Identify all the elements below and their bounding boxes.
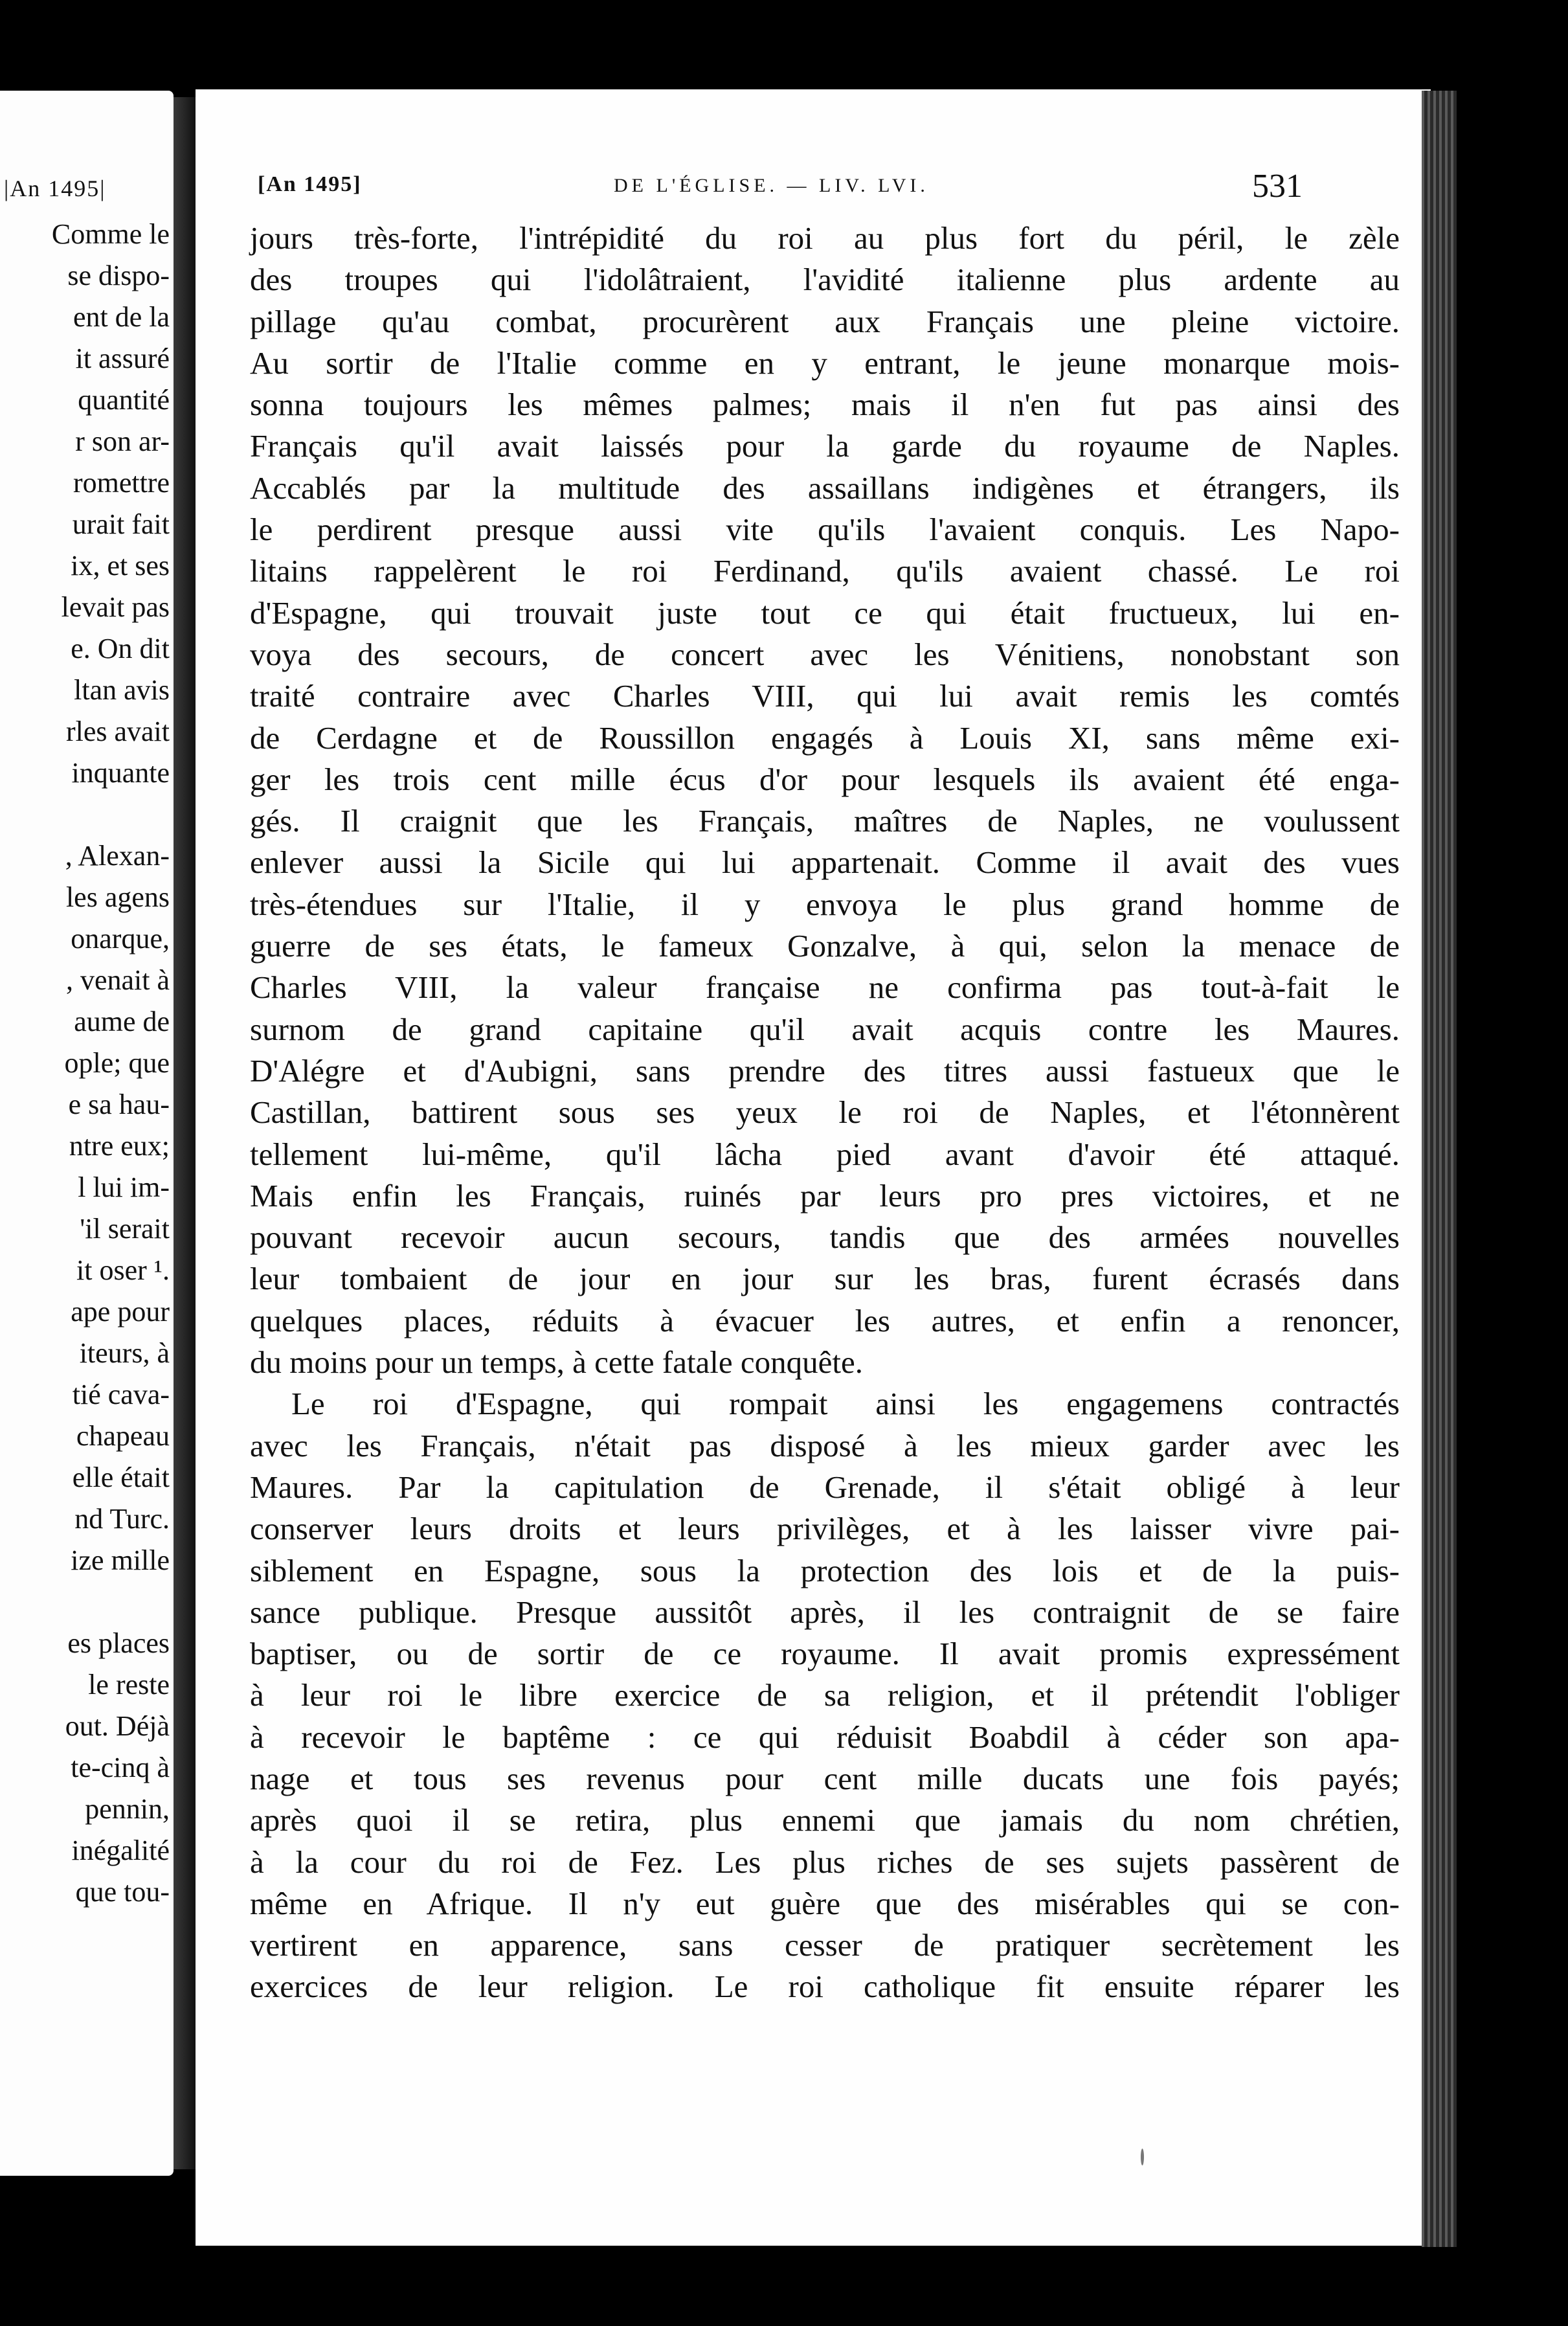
previous-page-line: nd Turc. — [74, 1503, 170, 1535]
running-head — [258, 167, 1423, 206]
text-line: traité contraire avec Charles VIII, qui lui avait remis les comtés — [250, 678, 1400, 714]
text-line: quelques places, réduits à évacuer les autres, et enfin a renoncer, — [250, 1302, 1400, 1338]
body-text — [250, 218, 1400, 2008]
previous-page-line — [0, 1581, 170, 1623]
text-line: Mais enfin les Français, ruinés par leurs pro pres victoires, et ne — [250, 1177, 1400, 1214]
previous-page-line: quantité — [78, 384, 170, 416]
text-line: conserver leurs droits et leurs privilèges, et à les laisser vivre pai- — [250, 1511, 1400, 1547]
previous-page-line: 'il serait — [80, 1213, 170, 1245]
previous-page-line: Comme le — [51, 218, 170, 250]
text-line: baptiser, ou de sortir de ce royaume. Il avait promis expressément — [250, 1636, 1400, 1672]
text-line: de Cerdagne et de Roussillon engagés à Louis XI, sans même exi- — [250, 719, 1400, 756]
text-line: vertirent en apparence, sans cesser de pratiquer secrètement les — [250, 1927, 1400, 1963]
page — [196, 89, 1431, 2246]
previous-page-line: ize mille — [71, 1544, 170, 1576]
previous-page-line: pennin, — [85, 1793, 170, 1825]
text-line: à recevoir le baptême : ce qui réduisit Boabdil à céder son apa- — [250, 1719, 1400, 1755]
text-line: Français qu'il avait laissés pour la garde du royaume de Naples. — [250, 428, 1400, 464]
text-line: pouvant recevoir aucun secours, tandis que des armées nouvelles — [250, 1219, 1400, 1256]
text-line: surnom de grand capitaine qu'il avait acquis contre les Maures. — [250, 1011, 1400, 1047]
previous-page-line: le reste — [88, 1669, 170, 1700]
previous-page-line: elle était — [72, 1462, 170, 1493]
previous-page-line: ople; que — [64, 1047, 170, 1079]
text-line: litains rappelèrent le roi Ferdinand, qu'ils avaient chassé. Le roi — [250, 553, 1400, 589]
text-line: très-étendues sur l'Italie, il y envoya le plus grand homme de — [250, 886, 1400, 922]
text-line: Maures. Par la capitulation de Grenade, il s'était obligé à leur — [250, 1469, 1400, 1505]
text-line: Charles VIII, la valeur française ne confirma pas tout-à-fait le — [250, 969, 1400, 1006]
text-line: exercices de leur religion. Le roi catholique fit ensuite réparer les — [250, 1969, 1400, 2005]
previous-page-line: les agens — [65, 881, 170, 913]
previous-page-line: r son ar- — [75, 425, 170, 457]
text-line: Castillan, battirent sous ses yeux le roi de Naples, et l'étonnèrent — [250, 1094, 1400, 1131]
previous-page-line: out. Déjà — [65, 1710, 170, 1742]
text-line: pillage qu'au combat, procurèrent aux Français une pleine victoire. — [250, 303, 1400, 339]
previous-page-line: inquante — [71, 757, 170, 789]
previous-page-line: aume de — [74, 1006, 170, 1037]
text-line: avec les Français, n'était pas disposé à les mieux garder avec les — [250, 1427, 1400, 1463]
previous-page-line: onarque, — [71, 923, 170, 954]
text-line: jours très-forte, l'intrépidité du roi au plus fort du péril, le zèle — [250, 220, 1400, 256]
page-edges — [1422, 91, 1457, 2247]
previous-page-line: tié cava- — [72, 1379, 170, 1410]
text-line: gés. Il craignit que les Français, maîtres de Naples, ne voulussent — [250, 803, 1400, 839]
previous-page-line — [0, 794, 170, 835]
text-line: le perdirent presque aussi vite qu'ils l'avaient conquis. Les Napo- — [250, 512, 1400, 548]
previous-page-line: it assuré — [75, 343, 170, 374]
running-head-title: DE L'ÉGLISE. — LIV. LVI. — [614, 175, 929, 196]
previous-page-line: que tou- — [75, 1876, 170, 1908]
text-line: enlever aussi la Sicile qui lui appartenait. Comme il avait des vues — [250, 844, 1400, 881]
text-line: à leur roi le libre exercice de sa religion, et il prétendit l'obliger — [250, 1677, 1400, 1713]
previous-page-line: rles avait — [65, 716, 170, 747]
text-line: après quoi il se retira, plus ennemi que jamais du nom chrétien, — [250, 1802, 1400, 1838]
previous-page-line: e. On dit — [71, 633, 170, 664]
previous-page-line: chapeau — [76, 1420, 170, 1452]
text-line: tellement lui-même, qu'il lâcha pied avant d'avoir été attaqué. — [250, 1136, 1400, 1172]
page-number: 531 — [1252, 168, 1303, 205]
text-line: Le roi d'Espagne, qui rompait ainsi les engagemens contractés — [291, 1386, 1400, 1422]
previous-page-line: te-cinq à — [71, 1752, 170, 1783]
text-line: leur tombaient de jour en jour sur les bras, furent écrasés dans — [250, 1261, 1400, 1297]
text-line: d'Espagne, qui trouvait juste tout ce qui était fructueux, lui en- — [250, 594, 1400, 631]
previous-page-line: , Alexan- — [65, 840, 170, 872]
previous-page-line: ntre eux; — [69, 1130, 170, 1162]
previous-page-line: ltan avis — [74, 674, 170, 706]
previous-page-line: inégalité — [71, 1835, 170, 1866]
running-head-year: [An 1495] — [258, 172, 362, 196]
previous-page-line: l lui im- — [78, 1171, 170, 1203]
previous-page-line: ent de la — [73, 301, 170, 333]
text-line: Accablés par la multitude des assaillans indigènes et étrangers, ils — [250, 469, 1400, 506]
previous-page-line: it oser ¹. — [76, 1254, 170, 1286]
text-line: des troupes qui l'idolâtraient, l'avidité italienne plus ardente au — [250, 262, 1400, 298]
text-line: siblement en Espagne, sous la protection des lois et de la puis- — [250, 1552, 1400, 1588]
previous-page-text — [0, 214, 170, 1913]
text-line: à la cour du roi de Fez. Les plus riches de ses sujets passèrent de — [250, 1844, 1400, 1880]
previous-page-running-head: |An 1495| — [4, 175, 106, 201]
text-line: nage et tous ses revenus pour cent mille ducats une fois payés; — [250, 1760, 1400, 1796]
previous-page-line: se dispo- — [67, 260, 170, 291]
text-line: Au sortir de l'Italie comme en y entrant, le jeune monarque mois- — [250, 344, 1400, 381]
previous-page-line: urait fait — [72, 508, 170, 540]
previous-page — [0, 91, 174, 2176]
previous-page-line: ix, et ses — [71, 550, 170, 582]
text-line: guerre de ses états, le fameux Gonzalve, à qui, selon la menace de — [250, 928, 1400, 964]
previous-page-line: es places — [67, 1627, 170, 1659]
text-line: D'Alégre et d'Aubigni, sans prendre des titres aussi fastueux que le — [250, 1052, 1400, 1089]
text-line: du moins pour un temps, à cette fatale conquête. — [250, 1344, 864, 1381]
text-line: ger les trois cent mille écus d'or pour lesquels ils avaient été enga- — [250, 761, 1400, 797]
previous-page-line: iteurs, à — [79, 1337, 170, 1369]
previous-page-line: , venait à — [65, 964, 170, 996]
previous-page-line: levait pas — [61, 591, 170, 623]
text-line: sonna toujours les mêmes palmes; mais il n'en fut pas ainsi des — [250, 387, 1400, 423]
text-line: même en Afrique. Il n'y eut guère que des misérables qui se con- — [250, 1885, 1400, 1921]
previous-page-line: romettre — [73, 467, 170, 499]
text-line: voya des secours, de concert avec les Vénitiens, nonobstant son — [250, 636, 1400, 672]
previous-page-line: e sa hau- — [68, 1089, 170, 1120]
previous-page-line: ape pour — [71, 1296, 170, 1327]
text-line: sance publique. Presque aussitôt après, il les contraignit de se faire — [250, 1594, 1400, 1630]
ink-mark — [1141, 2149, 1144, 2165]
